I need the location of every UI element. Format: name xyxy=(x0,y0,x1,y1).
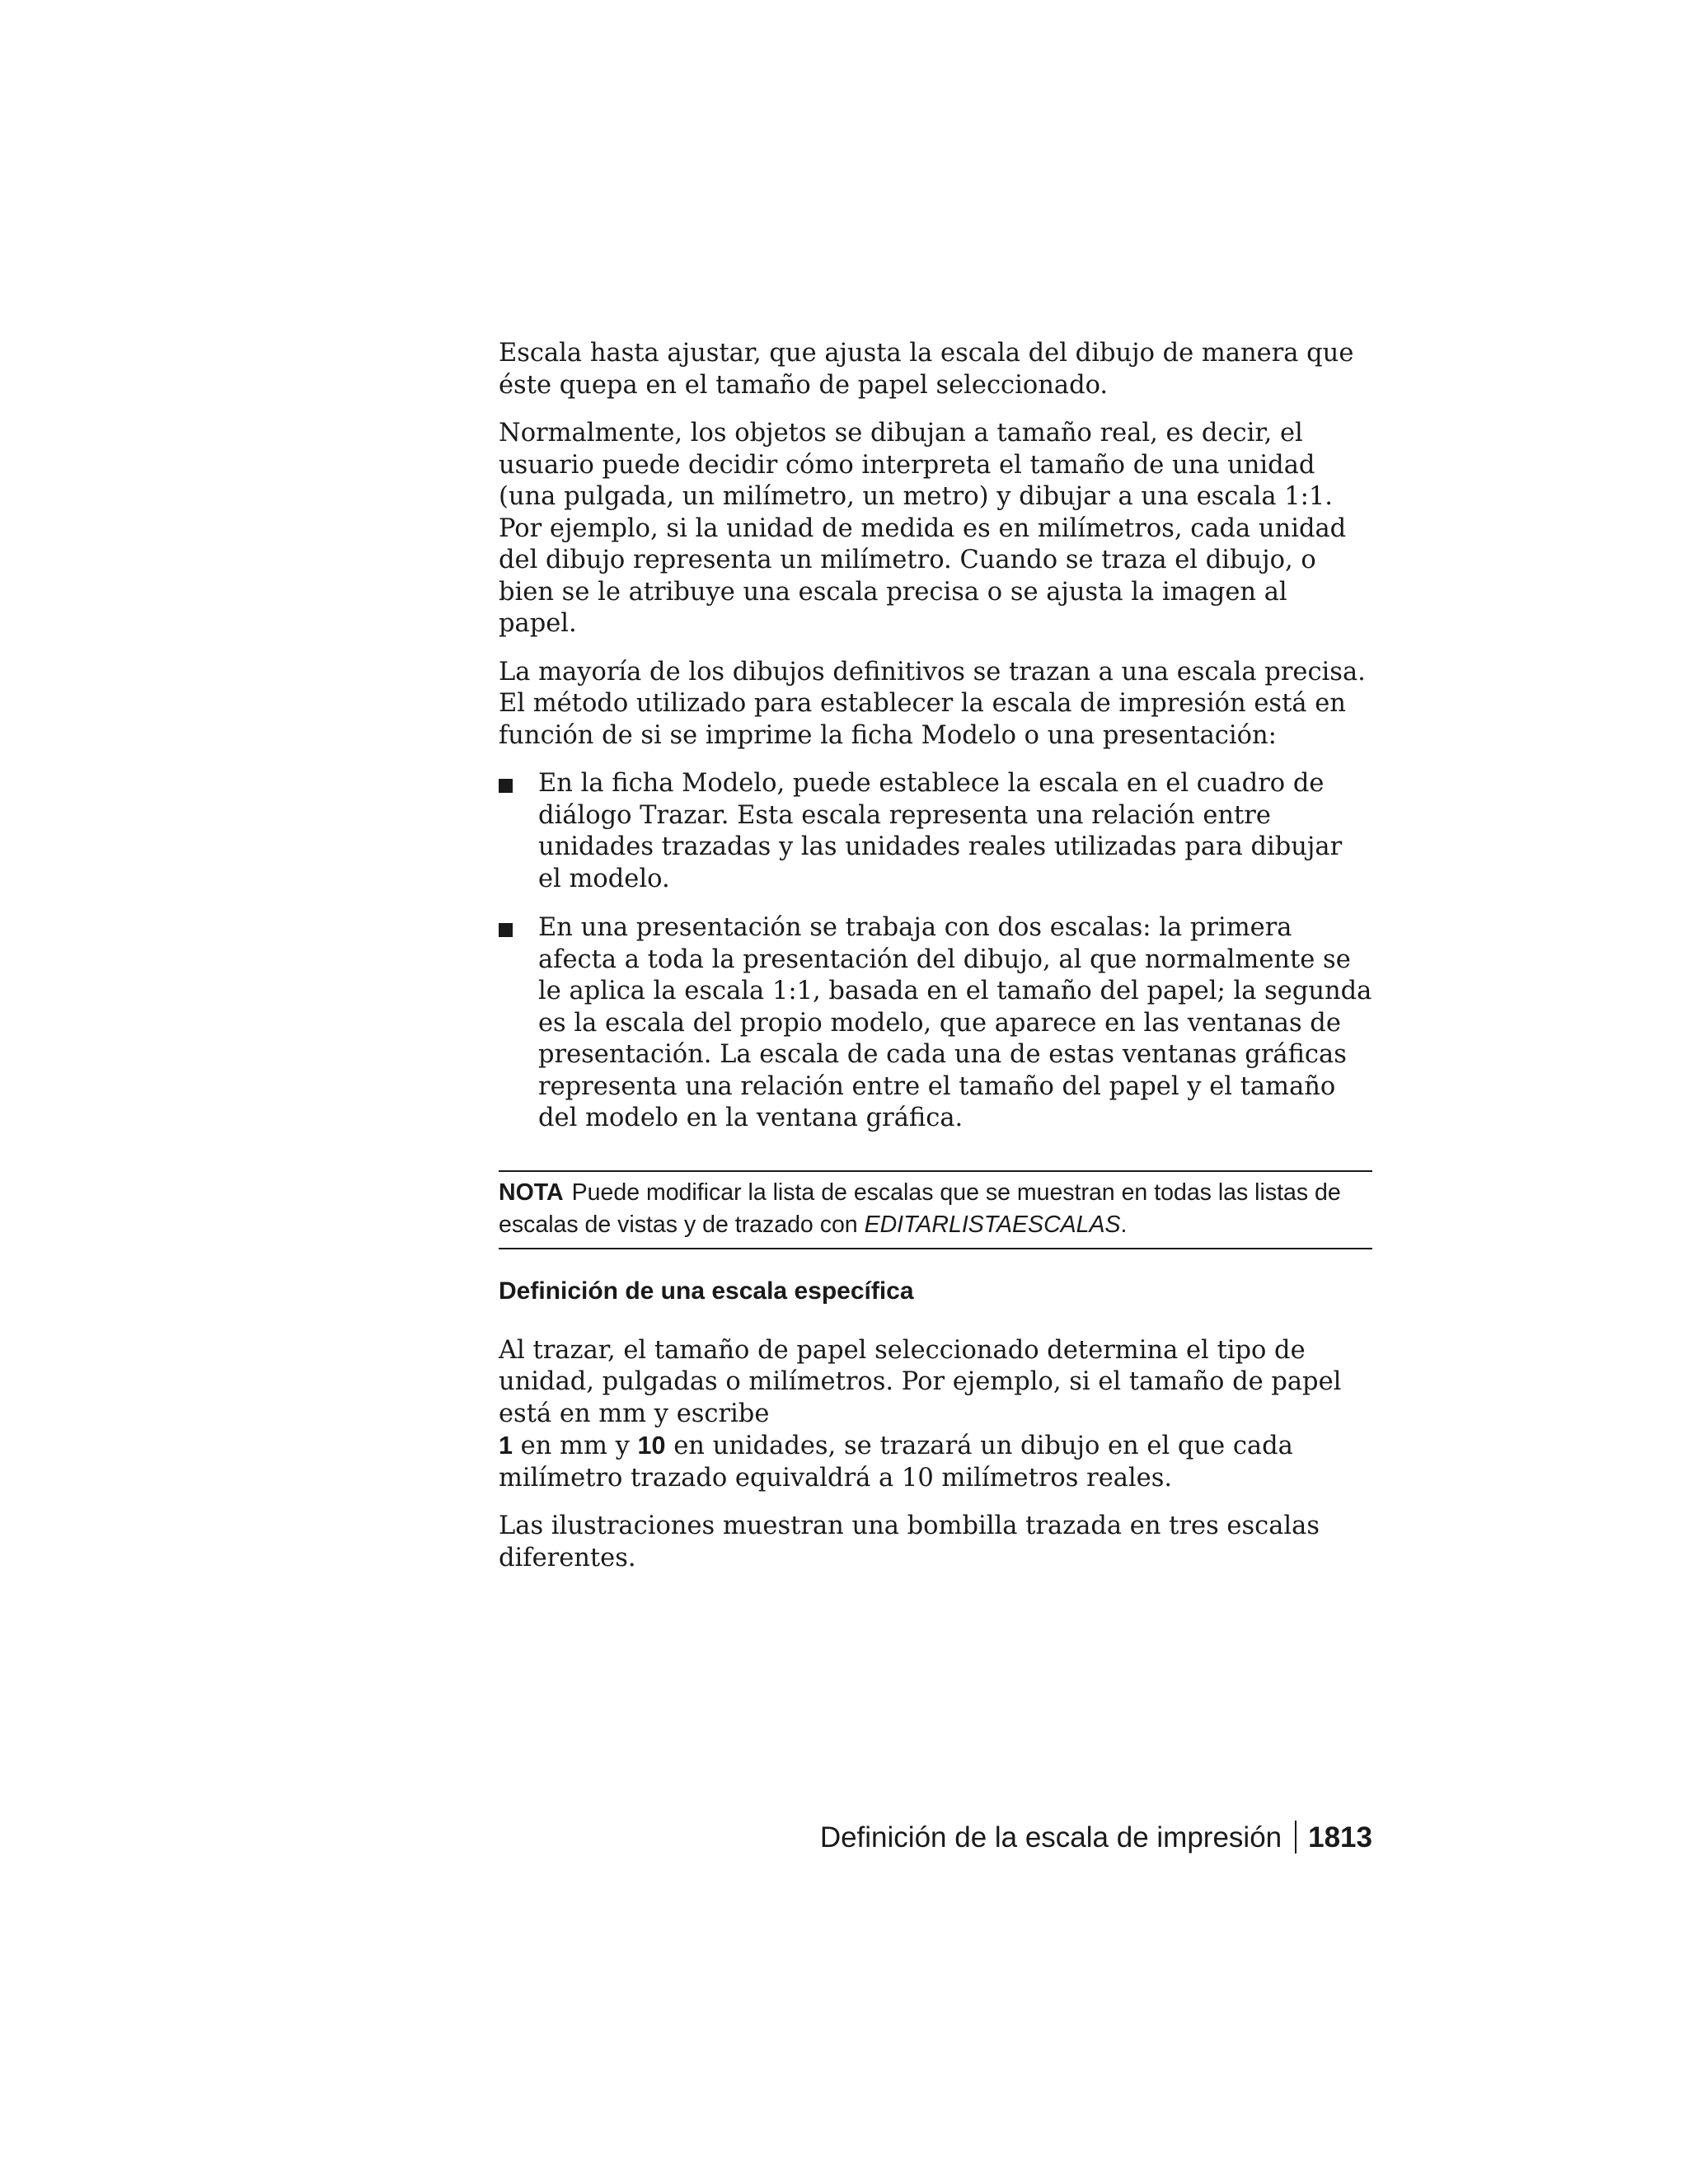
bold-value: 10 xyxy=(637,1432,666,1460)
bold-value: 1 xyxy=(499,1432,513,1460)
footer-separator xyxy=(1295,1821,1296,1854)
bullet-item xyxy=(499,768,1372,895)
bullet-item xyxy=(499,912,1372,1135)
note-end: . xyxy=(1120,1211,1128,1238)
note-text: Puede modificar la lista de escalas que se muestran en todas las listas de escalas de vistas y de trazado con xyxy=(499,1179,1341,1238)
page-body xyxy=(499,338,1372,1591)
page-number: 1813 xyxy=(1308,1821,1372,1854)
square-bullet-icon xyxy=(499,923,513,937)
note-box xyxy=(499,1170,1372,1249)
note-command: EDITARLISTAESCALAS xyxy=(864,1211,1121,1238)
paragraph xyxy=(499,1335,1372,1495)
section-heading: Definición de una escala específica xyxy=(499,1277,914,1305)
footer-chapter-title: Definición de la escala de impresión xyxy=(819,1821,1282,1854)
paragraph: Las ilustraciones muestran una bombilla trazada en tres escalas diferentes. xyxy=(499,1511,1320,1572)
page-footer xyxy=(820,1820,1372,1856)
bullet-text: En la ficha Modelo, puede establece la escala en el cuadro de diálogo Trazar. Esta escala representa una relación entre unidades trazadas y las unidades reales utilizadas para dibujar el modelo. xyxy=(538,769,1343,893)
bullet-text: En una presentación se trabaja con dos escalas: la primera afecta a toda la presentación del dibujo, al que normalmente se le aplica la escala 1:1, basada en el tamaño del papel; la segunda es la escala del propio modelo, que aparece en las ventanas de presentación. La escala de cada una de estas ventanas gráficas representa una relación entre el tamaño del papel y el tamaño del modelo en la ventana gráfica. xyxy=(538,913,1372,1132)
para-text: en mm y xyxy=(520,1432,630,1460)
bullet-list xyxy=(499,768,1372,1135)
paragraph: Normalmente, los objetos se dibujan a tamaño real, es decir, el usuario puede decidir cómo interpreta el tamaño de una unidad (una pulgada, un milímetro, un metro) y dibujar a una escala 1:1. Por ejemplo, si la unidad de medida es en milímetros, cada unidad del dibujo representa un milímetro. Cuando se traza el dibujo, o bien se le atribuye una escala precisa o se ajusta la imagen al papel. xyxy=(499,419,1347,638)
note-label: NOTA xyxy=(499,1179,564,1206)
square-bullet-icon xyxy=(499,779,513,793)
paragraph: La mayoría de los dibujos definitivos se trazan a una escala precisa. El método utilizado para establecer la escala de impresión está en función de si se imprime la ficha Modelo o una presentación: xyxy=(499,657,1366,750)
para-text: en unidades, se trazará un dibujo en el que cada milímetro trazado equivaldrá a 10 milímetros reales. xyxy=(499,1432,1293,1493)
paragraph: Escala hasta ajustar, que ajusta la escala del dibujo de manera que éste quepa en el tamaño de papel seleccionado. xyxy=(499,339,1354,400)
para-text: Al trazar, el tamaño de papel seleccionado determina el tipo de unidad, pulgadas o milímetros. Por ejemplo, si el tamaño de papel está en mm y escribe xyxy=(499,1335,1342,1428)
